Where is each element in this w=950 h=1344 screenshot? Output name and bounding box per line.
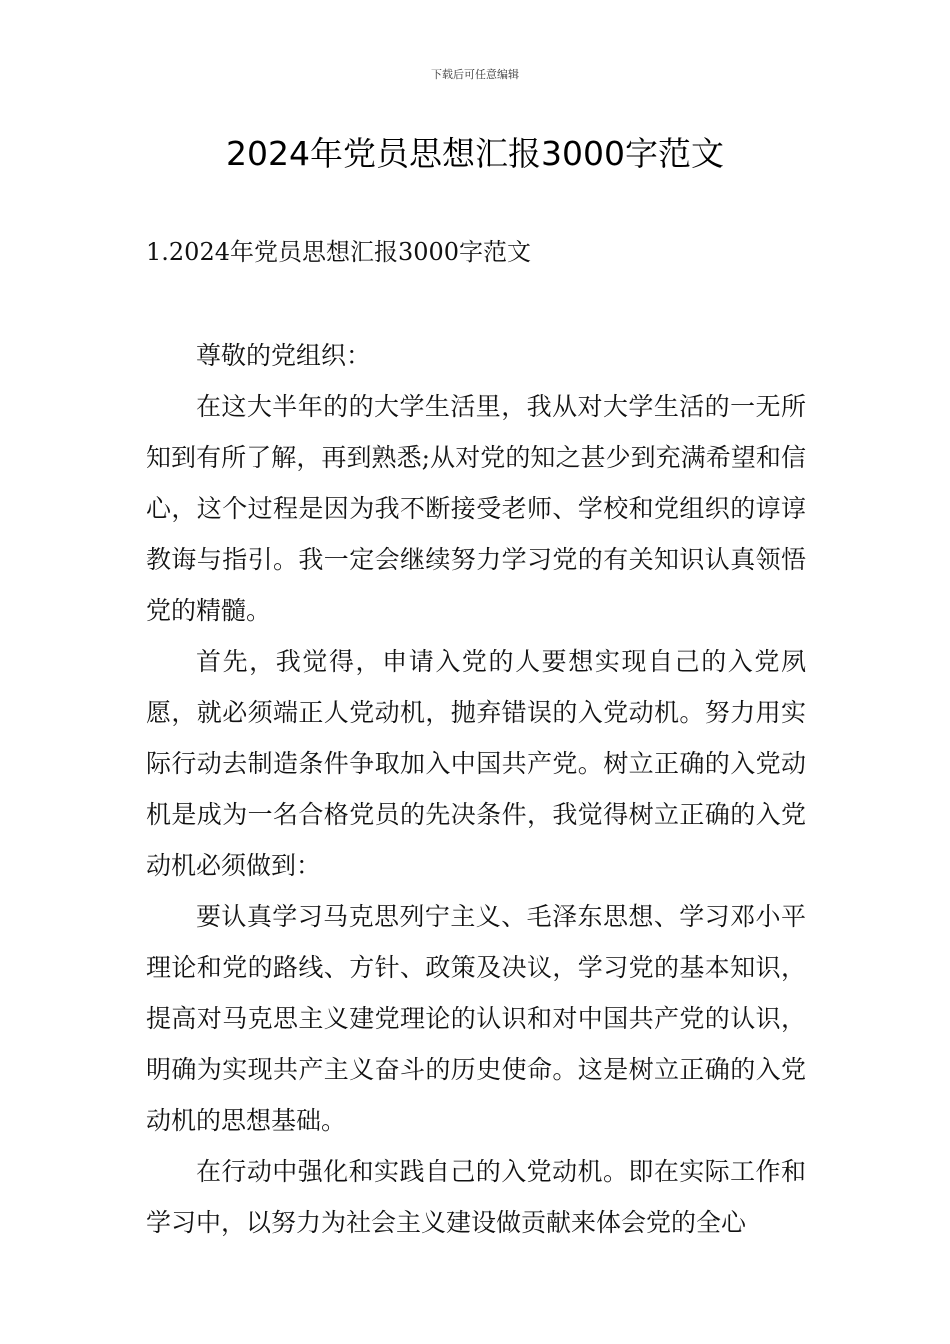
- header-note: 下载后可任意编辑: [431, 68, 519, 81]
- section-heading: 1.2024年党员思想汇报3000字范文: [146, 238, 532, 266]
- paragraph-1: 在这大半年的的大学生活里，我从对大学生活的一无所知到有所了解，再到熟悉;从对党的知之甚少到充满希望和信心，这个过程是因为我不断接受老师、学校和党组织的谆谆教诲与指引。我一定会继续努力学习党的有关知识认真领悟党的精髓。: [146, 392, 806, 625]
- paragraph-2: 首先，我觉得，申请入党的人要想实现自己的入党夙愿，就必须端正人党动机，抛弃错误的入党动机。努力用实际行动去制造条件争取加入中国共产党。树立正确的入党动机是成为一名合格党员的先决条件，我觉得树立正确的入党动机必须做到：: [146, 647, 806, 880]
- document-title: 2024年党员思想汇报3000字范文: [226, 134, 724, 173]
- salutation: 尊敬的党组织：: [196, 341, 372, 370]
- paragraph-3: 要认真学习马克思列宁主义、毛泽东思想、学习邓小平理论和党的路线、方针、政策及决议，学习党的基本知识，提高对马克思主义建党理论的认识和对中国共产党的认识，明确为实现共产主义奋斗的历史使命。这是树立正确的入党动机的思想基础。: [146, 902, 806, 1135]
- paragraph-4: 在行动中强化和实践自己的入党动机。即在实际工作和学习中，以努力为社会主义建设做贡献来体会党的全心: [146, 1157, 806, 1237]
- document-body: [146, 330, 806, 1248]
